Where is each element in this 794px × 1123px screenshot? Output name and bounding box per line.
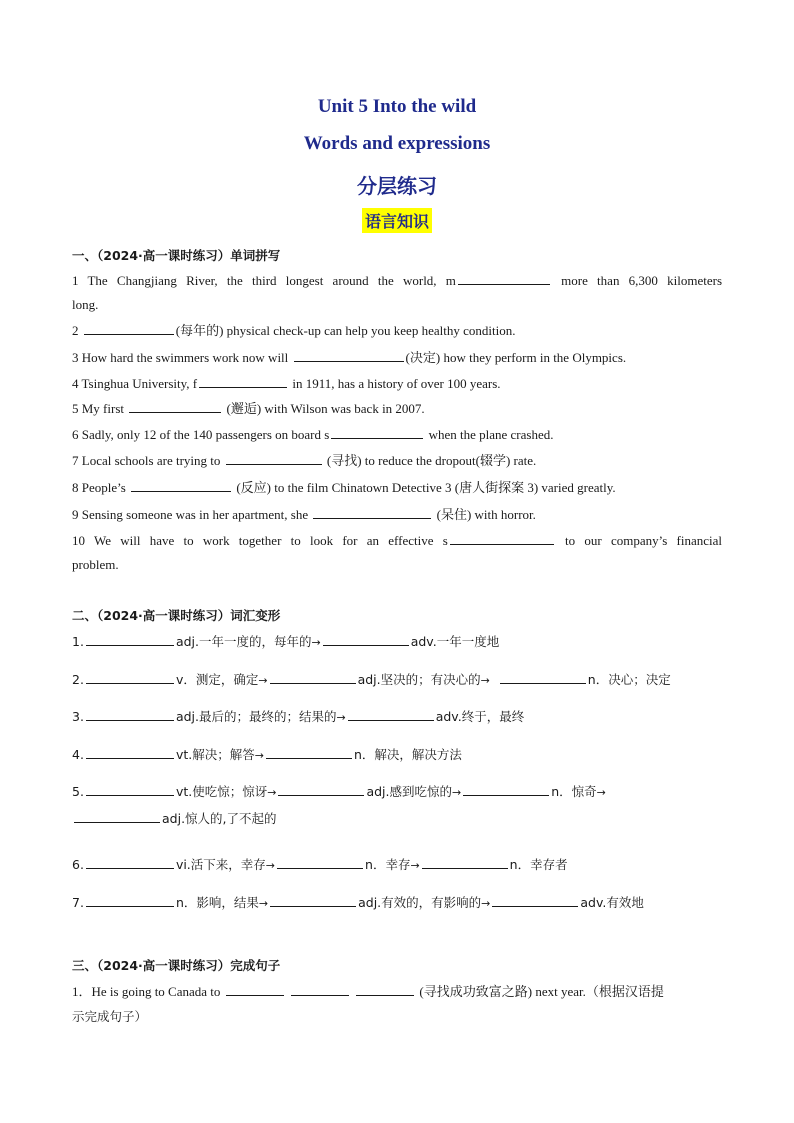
s2-item-5-cont: adj.惊人的,了不起的: [72, 807, 722, 831]
s1-item-5: 5 My first (邂逅) with Wilson was back in 2007.: [72, 401, 425, 416]
blank[interactable]: [86, 782, 174, 796]
blank[interactable]: [356, 982, 414, 996]
blank[interactable]: [129, 399, 221, 413]
s2-item-1: 1. adj.一年一度的，每年的→ adv.一年一度地: [72, 634, 500, 649]
arrow-icon: →: [265, 859, 276, 872]
s1-item-3: 3 How hard the swimmers work now will (决定) how they perform in the Olympics.: [72, 350, 627, 365]
arrow-icon: →: [311, 636, 321, 649]
blank[interactable]: [86, 670, 174, 684]
arrow-icon: →: [451, 786, 462, 799]
blank[interactable]: [270, 670, 356, 684]
section-3-heading: 三、（2024·高一课时练习）完成句子: [72, 958, 281, 973]
arrow-icon: →: [410, 859, 420, 872]
blank[interactable]: [450, 531, 554, 545]
arrow-icon: →: [267, 786, 277, 799]
arrow-icon: →: [254, 749, 264, 762]
s1-item-4: 4 Tsinghua University, f in 1911, has a history of over 100 years.: [72, 376, 501, 391]
arrow-icon: →: [336, 711, 346, 724]
s1-item-8: 8 People’s (反应) to the film Chinatown Detective 3 (唐人街探案 3) varied greatly.: [72, 480, 616, 495]
blank[interactable]: [199, 374, 287, 388]
s2-item-3: 3. adj.最后的；最终的；结果的→ adv.终于，最终: [72, 709, 525, 724]
blank[interactable]: [313, 505, 431, 519]
blank[interactable]: [278, 782, 364, 796]
blank[interactable]: [331, 425, 423, 439]
blank[interactable]: [86, 893, 174, 907]
s2-item-5: 5. vt.使吃惊；惊讶→ adj.感到吃惊的→ n．惊奇→: [72, 784, 606, 799]
s1-item-9: 9 Sensing someone was in her apartment, she (呆住) with horror.: [72, 507, 536, 522]
s3-item-1: 1．He is going to Canada to (寻找成功致富之路) next year.（根据汉语提: [72, 984, 664, 999]
blank[interactable]: [86, 855, 174, 869]
s1-item-10-cont: problem.: [72, 557, 119, 572]
s1-item-10: 10 We will have to work together to look for an effective s to our company’s financial: [72, 533, 722, 548]
blank[interactable]: [492, 893, 578, 907]
s2-item-6: 6. vi.活下来，幸存→ n．幸存→ n．幸存者: [72, 857, 568, 872]
arrow-icon: →: [596, 786, 606, 799]
arrow-icon: →: [258, 674, 268, 687]
s1-item-6: 6 Sadly, only 12 of the 140 passengers on board s when the plane crashed.: [72, 427, 554, 442]
s1-item-1-cont: long.: [72, 297, 99, 312]
blank[interactable]: [226, 982, 284, 996]
blank[interactable]: [422, 855, 508, 869]
blank[interactable]: [86, 707, 174, 721]
blank[interactable]: [277, 855, 363, 869]
blank[interactable]: [270, 893, 356, 907]
s2-item-7: 7. n．影响，结果→ adj.有效的，有影响的→ adv.有效地: [72, 895, 644, 910]
blank[interactable]: [86, 745, 174, 759]
s1-item-2: 2 (每年的) physical check-up can help you keep healthy condition.: [72, 323, 516, 338]
blank[interactable]: [500, 670, 586, 684]
blank[interactable]: [131, 478, 231, 492]
arrow-icon: →: [480, 674, 490, 687]
blank[interactable]: [294, 348, 404, 362]
subtitle: Words and expressions: [303, 133, 491, 154]
blank[interactable]: [226, 451, 322, 465]
s1-item-7: 7 Local schools are trying to (寻找) to reduce the dropout(辍学) rate.: [72, 453, 537, 468]
section-2-heading: 二、（2024·高一课时练习）词汇变形: [72, 608, 281, 623]
blank[interactable]: [348, 707, 434, 721]
arrow-icon: →: [258, 897, 269, 910]
unit-title: Unit 5 Into the wild: [317, 96, 477, 117]
s2-item-4: 4. vt.解决；解答→ n．解决，解决方法: [72, 747, 462, 762]
s2-item-2: 2. v．测定，确定→ adj.坚决的；有决心的→ n．决心；决定: [72, 672, 671, 687]
blank[interactable]: [458, 271, 550, 285]
blank[interactable]: [266, 745, 352, 759]
section-1-heading: 一、（2024·高一课时练习）单词拼写: [72, 248, 281, 263]
blank[interactable]: [74, 809, 160, 823]
language-knowledge-badge: 语言知识: [362, 208, 432, 233]
blank[interactable]: [86, 632, 174, 646]
blank[interactable]: [291, 982, 349, 996]
s3-item-1-cont: 示完成句子）: [72, 1009, 148, 1024]
arrow-icon: →: [481, 897, 491, 910]
blank[interactable]: [463, 782, 549, 796]
blank[interactable]: [84, 321, 174, 335]
s1-item-1: 1 The Changjiang River, the third longest around the world, m more than 6,300 kilometers: [72, 273, 723, 288]
practice-title: 分层练习: [357, 174, 437, 198]
blank[interactable]: [323, 632, 409, 646]
